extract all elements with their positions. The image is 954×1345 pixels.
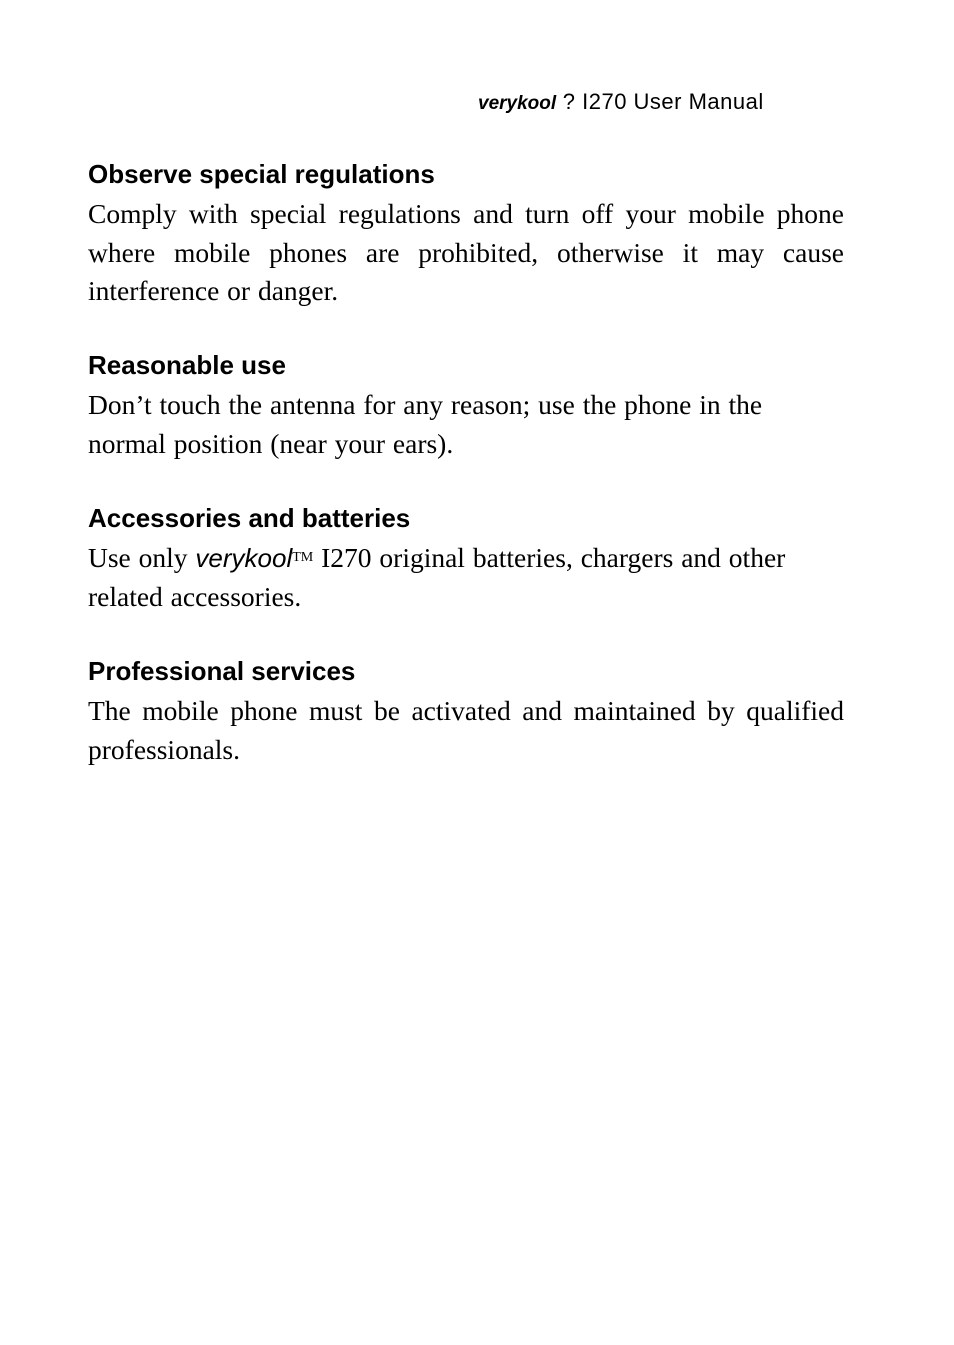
section-professional-services [88, 656, 844, 769]
running-header [478, 88, 764, 118]
header-brand: verykool [478, 93, 557, 114]
trademark-mark: TM [292, 550, 314, 565]
header-title: ? I270 User Manual [556, 89, 764, 114]
section-reasonable-use [88, 350, 844, 463]
section-body [88, 539, 798, 616]
section-body: Comply with special regulations and turn off your mobile phone where mobile phones are prohibited, otherwise it may cause interference or danger. [88, 198, 844, 306]
section-accessories-and-batteries [88, 503, 844, 616]
section-body: Don’t touch the antenna for any reason; use the phone in the normal position (near your ears). [88, 389, 763, 459]
section-title: Reasonable use [88, 350, 286, 380]
section-observe-special-regulations [88, 159, 844, 311]
section-title: Observe special regulations [88, 159, 435, 189]
section-body: The mobile phone must be activated and maintained by qualified professionals. [88, 695, 844, 765]
body-brand: verykool [195, 543, 293, 573]
body-suffix: I270 original batteries, chargers and other related accessories. [88, 542, 786, 612]
body-prefix: Use only [88, 542, 196, 573]
section-title: Accessories and batteries [88, 503, 411, 533]
section-title: Professional services [88, 656, 356, 686]
